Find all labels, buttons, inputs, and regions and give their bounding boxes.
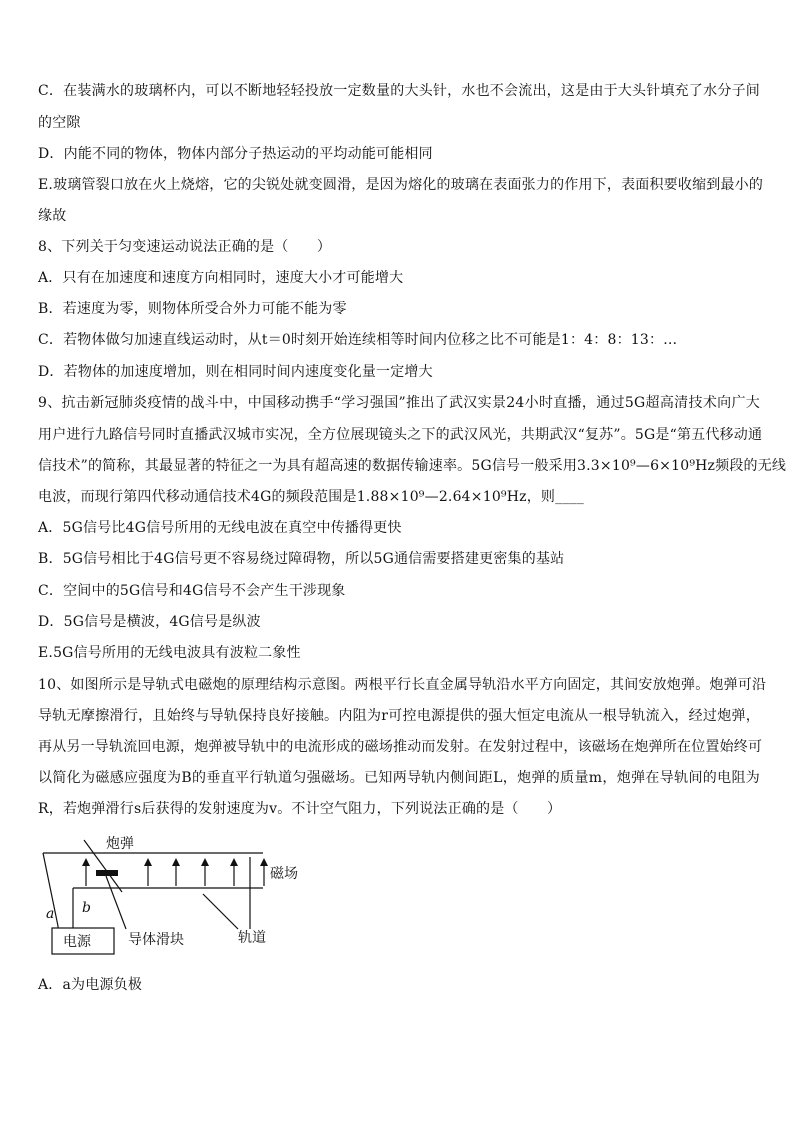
question-10-stem-line5: R，若炮弹滑行s后获得的发射速度为v。不计空气阻力，下列说法正确的是（ ） — [38, 801, 562, 817]
label-b: b — [82, 900, 91, 916]
question-9-stem-line1: 9、抗击新冠肺炎疫情的战斗中，中国移动携手“学习强国”推出了武汉实景24小时直播，通过5G超高清技术向广大 — [38, 395, 760, 411]
option-9c: C．空间中的5G信号和4G信号不会产生干涉现象 — [38, 583, 346, 599]
question-10-stem-line3: 再从另一导轨流回电源，炮弹被导轨中的电流形成的磁场推动而发射。在发射过程中，该磁场在炮弹所在位置始终可 — [38, 739, 763, 755]
question-9-stem-line4: 电波，而现行第四代移动通信技术4G的频段范围是1.88×10⁹—2.64×10⁹Hz，则____ — [38, 489, 584, 505]
rail-leader-1 — [203, 894, 238, 929]
railgun-diagram — [38, 834, 308, 964]
label-slider: 导体滑块 — [128, 932, 184, 948]
option-7c-line2: 的空隙 — [38, 115, 81, 131]
option-7e-line1: E.玻璃管裂口放在火上烧熔，它的尖锐处就变圆滑，是因为熔化的玻璃在表面张力的作用下，表面积要收缩到最小的 — [38, 177, 764, 193]
question-10-stem-line1: 10、如图所示是导轨式电磁炮的原理结构示意图。两根平行长直金属导轨沿水平方向固定，其间安放炮弹。炮弹可沿 — [38, 677, 767, 693]
option-9a: A．5G信号比4G信号所用的无线电波在真空中传播得更快 — [38, 520, 402, 536]
label-rail: 轨道 — [238, 930, 266, 946]
option-8c: C．若物体做匀加速直线运动时，从t＝0时刻开始连续相等时间内位移之比不可能是1：4：8：13：… — [38, 332, 678, 348]
option-7e-line2: 缘故 — [38, 208, 67, 224]
option-8a: A．只有在加速度和速度方向相同时，速度大小才可能增大 — [38, 270, 404, 286]
option-9e: E.5G信号所用的无线电波具有波粒二象性 — [38, 645, 301, 661]
option-9d: D．5G信号是横波，4G信号是纵波 — [38, 614, 261, 630]
option-8b: B．若速度为零，则物体所受合外力可能不能为零 — [38, 301, 347, 317]
question-10-stem-line4: 以简化为磁感应强度为B的垂直平行轨道匀强磁场。已知两导轨内侧间距L，炮弹的质量m，炮弹在导轨间的电阻为 — [38, 770, 760, 786]
railgun-figure — [38, 834, 308, 964]
question-10-stem-line2: 导轨无摩擦滑行，且始终与导轨保持良好接触。内阻为r可控电源提供的强大恒定电流从一根导轨流入，经过炮弹， — [38, 708, 760, 724]
option-8d: D．若物体的加速度增加，则在相同时间内速度变化量一定增大 — [38, 364, 433, 380]
question-9-stem-line3: 信技术”的简称，其最显著的特征之一为具有超高速的数据传输速率。5G信号一般采用3.3×10⁹—6×10⁹Hz频段的无线 — [38, 458, 787, 474]
question-8-stem: 8、下列关于匀变速运动说法正确的是（ ） — [38, 239, 332, 255]
option-10a: A．a为电源负极 — [38, 977, 143, 993]
question-9-stem-line2: 用户进行九路信号同时直播武汉城市实况，全方位展现镜头之下的武汉风光，共期武汉“复苏”。5G是“第五代移动通 — [38, 427, 763, 443]
projectile-block — [96, 870, 118, 876]
option-7c-line1: C．在装满水的玻璃杯内，可以不断地轻轻投放一定数量的大头针，水也不会流出，这是由于大头针填充了水分子间 — [38, 83, 760, 99]
label-projectile: 炮弹 — [106, 836, 134, 852]
option-9b: B．5G信号相比于4G信号更不容易绕过障碍物，所以5G通信需要搭建更密集的基站 — [38, 551, 565, 567]
label-a: a — [46, 906, 55, 922]
label-field: 磁场 — [270, 866, 298, 882]
option-7d: D．内能不同的物体，物体内部分子热运动的平均动能可能相同 — [38, 146, 433, 162]
label-source: 电源 — [63, 934, 91, 950]
